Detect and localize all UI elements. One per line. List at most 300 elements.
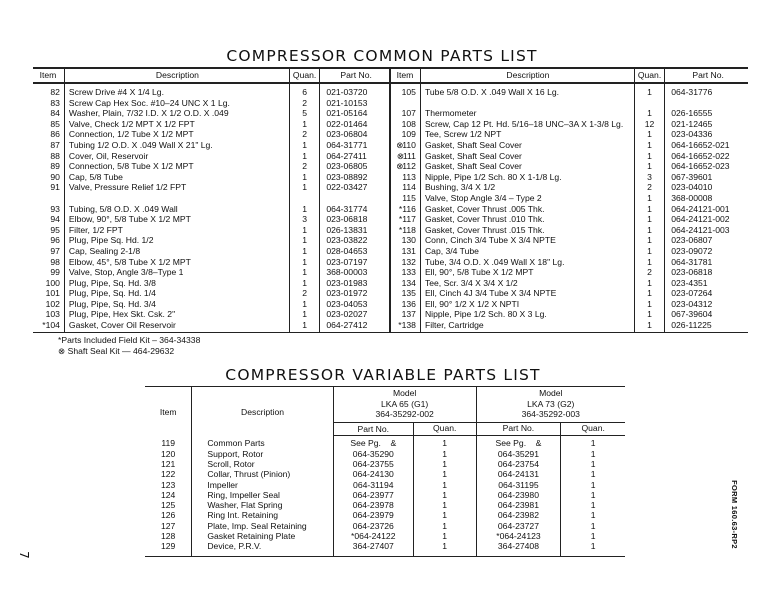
part-number-lka73: 064-23980	[476, 490, 561, 500]
part-number: 064-31774	[320, 204, 390, 215]
quantity: 1	[634, 129, 664, 140]
part-number-lka73: 064-23727	[476, 521, 561, 531]
item-number: 134	[390, 278, 420, 289]
part-number: 368-00008	[665, 193, 748, 204]
quantity: 2	[289, 98, 319, 109]
quantity-lka73: 1	[561, 521, 625, 531]
header-part-no-lka73: Part No.	[476, 422, 561, 436]
item-number: 124	[161, 489, 176, 500]
table-row	[33, 246, 748, 257]
part-number: 023-01972	[320, 288, 390, 299]
quantity-lka73: 1	[561, 480, 625, 490]
item-number	[390, 140, 420, 151]
quantity: 1	[634, 278, 664, 289]
description: Gasket, Shaft Seal Cover	[420, 151, 634, 162]
field-kit-marker: *	[42, 320, 46, 331]
description: Plug, Pipe, Sq. Hd. 3/8	[64, 278, 289, 289]
header-item: Item	[33, 68, 64, 83]
part-number-lka73: See Pg. &	[476, 436, 561, 449]
quantity: 1	[289, 320, 319, 332]
description: Elbow, 45°, 5/8 Tube X 1/2 MPT	[64, 257, 289, 268]
part-number: 023-4351	[665, 278, 748, 289]
table-row	[33, 267, 748, 278]
description: Tee, Scr. 3/4 X 3/4 X 1/2	[420, 278, 634, 289]
description: Plug, Pipe Sq. Hd. 1/2	[64, 235, 289, 246]
item-number: 130	[390, 235, 420, 246]
item-number: 108	[390, 119, 420, 130]
part-number-lka65: *064-24122	[333, 531, 413, 541]
item-number: 86	[50, 129, 60, 140]
table-row	[33, 83, 748, 98]
item-number: 132	[390, 257, 420, 268]
shaft-seal-kit-icon: ⊗	[396, 150, 405, 161]
item-number: 131	[390, 246, 420, 257]
field-kit-marker: *	[398, 320, 402, 331]
part-number: 064-24121-001	[665, 204, 748, 215]
table-row	[33, 119, 748, 130]
header-part-no-lka65: Part No.	[333, 422, 413, 436]
common-table-header	[33, 68, 748, 83]
item-number: 90	[50, 171, 60, 182]
description	[64, 193, 289, 204]
description: Screw, Cap 12 Pt. Hd. 5/16–18 UNC–3A X 1-3/8 Lg.	[420, 119, 634, 130]
item-number	[390, 98, 420, 109]
quantity	[289, 193, 319, 204]
part-number: 023-06818	[665, 267, 748, 278]
table-row	[33, 98, 748, 109]
part-number: 064-24121-002	[665, 214, 748, 225]
part-number-lka73: 064-23754	[476, 459, 561, 469]
header-quantity: Quan.	[289, 68, 319, 83]
description: Ring, Impeller Seal	[192, 490, 333, 500]
part-number: 023-09072	[665, 246, 748, 257]
description: Conn, Cinch 3/4 Tube X 3/4 NPTE	[420, 235, 634, 246]
quantity: 2	[634, 182, 664, 193]
description: Cap, Sealing 2-1/8	[64, 246, 289, 257]
description: Valve, Pressure Relief 1/2 FPT	[64, 182, 289, 193]
description: Plug, Pipe, Hex Skt. Csk. 2"	[64, 309, 289, 320]
quantity: 12	[634, 119, 664, 130]
quantity: 1	[634, 299, 664, 310]
model-number: 364-35292-003	[521, 409, 580, 420]
table-row	[145, 510, 625, 520]
part-number: 021-10153	[320, 98, 390, 109]
item-number-text: 112	[402, 161, 416, 172]
table-row	[145, 469, 625, 479]
table-row	[33, 214, 748, 225]
part-number: 023-06818	[320, 214, 390, 225]
part-number-lka73: 064-31195	[476, 480, 561, 490]
item-number: 91	[50, 182, 60, 193]
description: Support, Rotor	[192, 449, 333, 459]
item-number: 87	[50, 139, 60, 150]
quantity-lka65: 1	[413, 449, 476, 459]
model-label: Model	[539, 388, 563, 398]
header-description: Description	[64, 68, 289, 83]
description: Common Parts	[192, 436, 333, 449]
quantity: 2	[289, 288, 319, 299]
quantity: 1	[289, 225, 319, 236]
description: Impeller	[192, 480, 333, 490]
quantity: 3	[634, 172, 664, 183]
quantity: 3	[289, 214, 319, 225]
description: Gasket Retaining Plate	[192, 531, 333, 541]
quantity: 1	[634, 288, 664, 299]
model-name: LKA 65 (G1)	[381, 398, 429, 409]
description: Tee, Screw 1/2 NPT	[420, 129, 634, 140]
table-row	[33, 204, 748, 215]
table-row	[33, 193, 748, 204]
quantity-lka65: 1	[413, 490, 476, 500]
quantity-lka65: 1	[413, 469, 476, 479]
header-quantity-right: Quan.	[634, 68, 664, 83]
part-number: 026-11225	[665, 320, 748, 332]
part-number-lka73: 064-24131	[476, 469, 561, 479]
table-row	[145, 449, 625, 459]
table-row	[145, 480, 625, 490]
part-number: 022-01464	[320, 119, 390, 130]
item-number: 93	[50, 203, 60, 214]
part-number: 064-27411	[320, 151, 390, 162]
description: Connection, 5/8 Tube X 1/2 MPT	[64, 161, 289, 172]
part-number-lka65: See Pg. &	[333, 436, 413, 449]
part-number: 023-04312	[665, 299, 748, 310]
item-number: 126	[161, 510, 176, 521]
description: Gasket, Cover Thrust .010 Thk.	[420, 214, 634, 225]
table-row	[33, 278, 748, 289]
quantity: 1	[289, 119, 319, 130]
part-number: 022-03427	[320, 182, 390, 193]
table-row	[33, 151, 748, 162]
table-row	[33, 309, 748, 320]
item-number: 136	[390, 299, 420, 310]
model-number: 364-35292-002	[375, 409, 434, 420]
item-number: 83	[50, 97, 60, 108]
description: Plug, Pipe, Sq. Hd. 1/4	[64, 288, 289, 299]
quantity: 1	[289, 204, 319, 215]
quantity: 1	[289, 278, 319, 289]
part-number	[665, 98, 748, 109]
part-number: 023-06807	[665, 235, 748, 246]
quantity: 1	[634, 151, 664, 162]
description: Filter, Cartridge	[420, 320, 634, 332]
quantity: 1	[634, 309, 664, 320]
table-row	[33, 140, 748, 151]
quantity-lka65: 1	[413, 521, 476, 531]
description: Screw Cap Hex Soc. #10–24 UNC X 1 Lg.	[64, 98, 289, 109]
quantity: 1	[289, 151, 319, 162]
table-row	[145, 500, 625, 510]
header-part-no: Part No.	[320, 68, 390, 83]
description: Valve, Stop Angle 3/4 – Type 2	[420, 193, 634, 204]
part-number: 064-27412	[320, 320, 390, 332]
description: Tubing, 5/8 O.D. X .049 Wall	[64, 204, 289, 215]
description: Cap, 5/8 Tube	[64, 172, 289, 183]
item-number: 121	[161, 458, 176, 469]
part-number-lka65: 064-23979	[333, 510, 413, 520]
item-number: 119	[161, 437, 176, 448]
header-description-right: Description	[420, 68, 634, 83]
header-item-right: Item	[390, 68, 420, 83]
table-row	[33, 320, 748, 332]
description: Collar, Thrust (Pinion)	[192, 469, 333, 479]
header-model-lka73	[476, 387, 625, 423]
part-number: 023-04336	[665, 129, 748, 140]
item-number	[33, 193, 64, 204]
part-number-lka73: 064-23981	[476, 500, 561, 510]
item-number: 113	[390, 172, 420, 183]
field-kit-marker: *	[398, 203, 403, 214]
description: Tube 5/8 O.D. X .049 Wall X 16 Lg.	[420, 83, 634, 98]
table-row	[145, 521, 625, 531]
part-number: 023-03822	[320, 235, 390, 246]
description: Nipple, Pipe 1/2 Sch. 80 X 3 Lg.	[420, 309, 634, 320]
item-number: 135	[390, 288, 420, 299]
part-number: 064-16652-023	[665, 161, 748, 172]
part-number: 021-03720	[320, 83, 390, 98]
quantity: 2	[289, 129, 319, 140]
description: Ell, Cinch 4J 3/4 Tube X 3/4 NPTE	[420, 288, 634, 299]
item-number-text: 111	[402, 150, 416, 161]
item-number-text: 104	[45, 320, 60, 331]
part-number-lka73: *064-24123	[476, 531, 561, 541]
table-row	[33, 235, 748, 246]
item-number-text: 118	[402, 224, 416, 235]
header-quantity-lka65: Quan.	[413, 422, 476, 436]
part-number: 064-16652-021	[665, 140, 748, 151]
part-number: 023-06805	[320, 161, 390, 172]
item-number: 84	[50, 108, 60, 119]
table-row	[33, 299, 748, 310]
item-number: 128	[161, 531, 176, 542]
quantity: 1	[289, 235, 319, 246]
description: Cap, 3/4 Tube	[420, 246, 634, 257]
description: Gasket, Shaft Seal Cover	[420, 161, 634, 172]
quantity-lka73: 1	[561, 436, 625, 449]
quantity: 1	[634, 320, 664, 332]
item-number: 133	[390, 267, 420, 278]
quantity: 1	[289, 267, 319, 278]
description: Tubing 1/2 O.D. X .049 Wall X 21" Lg.	[64, 140, 289, 151]
quantity: 1	[289, 309, 319, 320]
description: Valve, Stop, Angle 3/8–Type 1	[64, 267, 289, 278]
description: Plate, Imp. Seal Retaining	[192, 521, 333, 531]
item-number-text: 138	[401, 320, 416, 331]
item-number: 107	[390, 108, 420, 119]
quantity-lka73: 1	[561, 531, 625, 541]
item-number	[390, 214, 420, 225]
quantity-lka73: 1	[561, 541, 625, 556]
description: Tube, 3/4 O.D. X .049 Wall X 18" Lg.	[420, 257, 634, 268]
quantity: 1	[634, 108, 664, 119]
part-number: 064-31771	[320, 140, 390, 151]
field-kit-marker: *	[398, 214, 403, 225]
quantity: 5	[289, 108, 319, 119]
part-number: 023-07197	[320, 257, 390, 268]
quantity: 1	[634, 246, 664, 257]
part-number: 023-08892	[320, 172, 390, 183]
part-number-lka65: 064-31194	[333, 480, 413, 490]
part-number: 368-00003	[320, 267, 390, 278]
item-number	[390, 320, 420, 332]
part-number: 021-05164	[320, 108, 390, 119]
part-number-lka65: 064-23977	[333, 490, 413, 500]
quantity-lka65: 1	[413, 480, 476, 490]
item-number: 94	[50, 214, 60, 225]
item-number: 109	[390, 129, 420, 140]
quantity: 1	[634, 83, 664, 98]
part-number: 064-31776	[665, 83, 748, 98]
description	[420, 98, 634, 109]
item-number: 105	[390, 83, 420, 98]
variable-parts-table	[145, 386, 625, 557]
table-row	[33, 161, 748, 172]
part-number: 067-39601	[665, 172, 748, 183]
part-number-lka65: 064-23755	[333, 459, 413, 469]
description: Gasket, Cover Thrust .005 Thk.	[420, 204, 634, 215]
quantity-lka73: 1	[561, 469, 625, 479]
item-number: 114	[390, 182, 420, 193]
table-row	[33, 225, 748, 236]
quantity: 1	[289, 140, 319, 151]
description: Connection, 1/2 Tube X 1/2 MPT	[64, 129, 289, 140]
description: Thermometer	[420, 108, 634, 119]
part-number-lka65: 364-27407	[333, 541, 413, 556]
item-number-text: 116	[402, 203, 416, 214]
table-row	[145, 541, 625, 556]
quantity-lka73: 1	[561, 449, 625, 459]
quantity-lka73: 1	[561, 490, 625, 500]
item-number: 95	[50, 224, 60, 235]
quantity: 1	[634, 225, 664, 236]
description: Valve, Check 1/2 MPT X 1/2 FPT	[64, 119, 289, 130]
table-row	[145, 531, 625, 541]
variable-parts-title: COMPRESSOR VARIABLE PARTS LIST	[225, 366, 541, 384]
table-row	[145, 490, 625, 500]
table-row	[145, 436, 625, 449]
description: Scroll, Rotor	[192, 459, 333, 469]
description: Elbow, 90°, 5/8 Tube X 1/2 MPT	[64, 214, 289, 225]
description: Filter, 1/2 FPT	[64, 225, 289, 236]
part-number: 023-07264	[665, 288, 748, 299]
table-row	[33, 257, 748, 268]
quantity: 2	[289, 161, 319, 172]
quantity: 6	[289, 83, 319, 98]
item-number: 88	[50, 150, 60, 161]
part-number: 064-31781	[665, 257, 748, 268]
page-number: 7	[16, 551, 31, 559]
item-number: 127	[161, 520, 176, 531]
item-number: 98	[50, 256, 60, 267]
description: Washer, Flat Spring	[192, 500, 333, 510]
item-number: 129	[145, 541, 192, 556]
part-number: 026-16555	[665, 108, 748, 119]
quantity: 1	[634, 235, 664, 246]
header-model-lka65	[333, 387, 476, 423]
quantity-lka65: 1	[413, 500, 476, 510]
quantity-lka65: 1	[413, 531, 476, 541]
common-parts-table	[33, 67, 748, 333]
part-number: 023-02027	[320, 309, 390, 320]
item-number: 102	[45, 298, 60, 309]
part-number: 028-04653	[320, 246, 390, 257]
item-number	[390, 204, 420, 215]
table-row	[33, 108, 748, 119]
footnote-shaft-seal-kit: ⊗ Shaft Seal Kit — 464-29632	[58, 346, 175, 356]
description: Gasket, Cover Oil Reservoir	[64, 320, 289, 332]
quantity: 1	[634, 140, 664, 151]
description: Plug, Pipe, Sq. Hd. 3/4	[64, 299, 289, 310]
item-number: 103	[45, 309, 60, 320]
part-number-lka73: 064-23982	[476, 510, 561, 520]
quantity: 1	[634, 193, 664, 204]
item-number: 101	[45, 288, 60, 299]
item-number: 85	[50, 118, 60, 129]
part-number: 023-06804	[320, 129, 390, 140]
description: Ring Int. Retaining	[192, 510, 333, 520]
quantity-lka65: 1	[413, 459, 476, 469]
description: Gasket, Cover Thrust .015 Thk.	[420, 225, 634, 236]
item-number-text: 117	[402, 214, 416, 225]
quantity: 1	[289, 257, 319, 268]
quantity	[634, 98, 664, 109]
part-number: 023-01983	[320, 278, 390, 289]
model-name: LKA 73 (G2)	[527, 398, 575, 409]
quantity: 1	[634, 214, 664, 225]
item-number-text: 110	[402, 139, 416, 150]
description: Ell, 90°, 5/8 Tube X 1/2 MPT	[420, 267, 634, 278]
item-number: 100	[45, 277, 60, 288]
table-row	[33, 182, 748, 193]
quantity: 1	[634, 257, 664, 268]
table-row	[33, 172, 748, 183]
form-number: FORM 160.63-RP2	[729, 480, 739, 549]
header-item: Item	[145, 387, 192, 436]
part-number-lka65: 064-35290	[333, 449, 413, 459]
item-number	[390, 161, 420, 172]
shaft-seal-kit-icon: ⊗	[396, 161, 404, 172]
item-number: 82	[50, 87, 60, 97]
description: Washer, Plain, 7/32 I.D. X 1/2 O.D. X .049	[64, 108, 289, 119]
part-number: 067-39604	[665, 309, 748, 320]
model-label: Model	[392, 388, 417, 398]
header-part-no-right: Part No.	[665, 68, 748, 83]
shaft-seal-kit-icon: ⊗	[396, 139, 404, 150]
quantity: 1	[289, 172, 319, 183]
description: Cover, Oil, Reservoir	[64, 151, 289, 162]
common-parts-title: COMPRESSOR COMMON PARTS LIST	[226, 47, 538, 65]
item-number: 137	[390, 309, 420, 320]
item-number: 120	[161, 448, 176, 459]
item-number: 125	[161, 500, 176, 511]
part-number-lka65: 064-23726	[333, 521, 413, 531]
table-row	[33, 129, 748, 140]
quantity: 1	[634, 161, 664, 172]
quantity-lka65: 1	[413, 541, 476, 556]
description: Ell, 90° 1/2 X 1/2 X NPTI	[420, 299, 634, 310]
quantity-lka73: 1	[561, 500, 625, 510]
quantity-lka73: 1	[561, 459, 625, 469]
part-number: 023-04053	[320, 299, 390, 310]
description: Nipple, Pipe 1/2 Sch. 80 X 1-1/8 Lg.	[420, 172, 634, 183]
part-number-lka65: 064-23978	[333, 500, 413, 510]
quantity-lka65: 1	[413, 510, 476, 520]
quantity: 2	[634, 267, 664, 278]
table-row	[145, 459, 625, 469]
variable-table-body	[145, 436, 625, 556]
quantity: 1	[289, 182, 319, 193]
description: Device, P.R.V.	[192, 541, 333, 556]
